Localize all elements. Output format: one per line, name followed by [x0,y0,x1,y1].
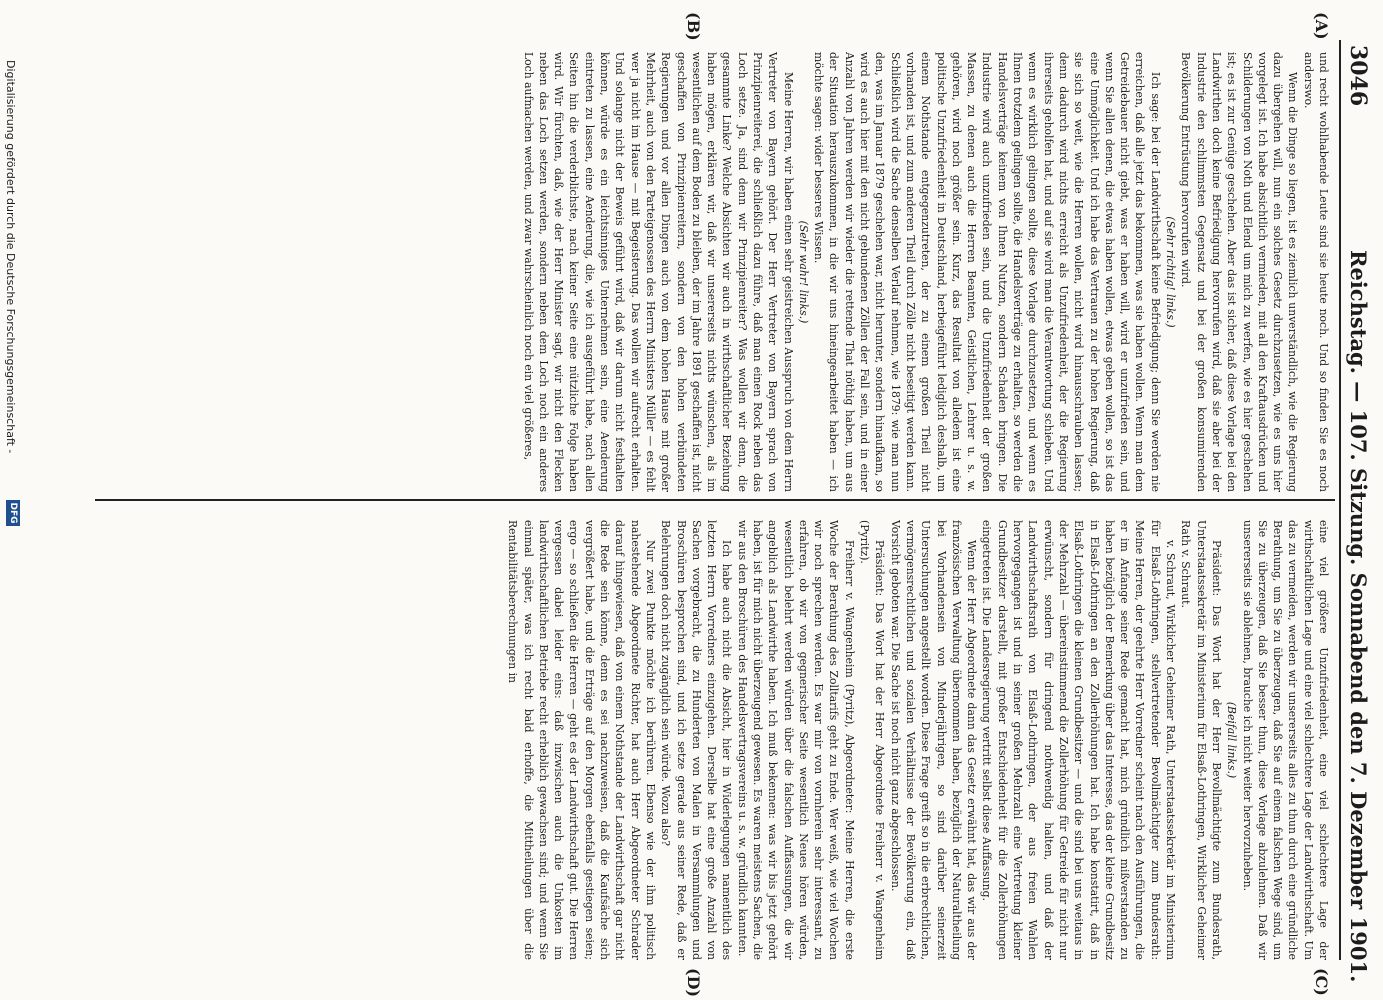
margin-marker-a: (A) [1312,12,1331,40]
page-title: Reichstag. — 107. Sitzung. Sonnabend den 7. Dezember 1901. [1346,250,1371,983]
paragraph: v. Schraut, Wirklicher Geheimer Rath, Unterstaatssekretär im Ministerium für Elsaß-Lothringen, stellvertretender Bevollmächtigter zum Bundesrath: Meine Herren, der geehrte Herr Vorredner scheint nach den Ausführungen, die er im Anfange seiner Rede gemacht hat, mich gründlich mißverstanden zu haben bezüglich der Bemerkung über das Interesse, das der kleine Grundbesitz in Elsaß-Lothringen an den Zollerhöhungen hat. Ich habe konstatirt, daß in Elsaß-Lothringen die kleinen Grundbesitzer — und die sind bei uns weitaus in der Mehrzahl — übereinstimmend die Zollerhöhung für Getreide für nicht nur erwünscht, sondern für dringend nothwendig halten, und daß der Landwirthschaftsrath von Elsaß-Lothringen, der aus freien Wahlen hervorgegangen ist und in seiner großen Mehrzahl eine Vertretung kleiner Grundbesitzer darstellt, mit großer Entschiedenheit für die Zollerhöhungen eingetreten ist. Die Landesregierung vertritt selbst diese Auffassung. [980,520,1178,960]
paragraph: Ich sage: bei der Landwirthschaft keine Befriedigung; denn Sie werden nie erreichen, daß alle jetzt das bekommen, was sie haben wollen. Wenn man dem Getreidebauer nicht giebt, was er haben will, wird er unzufrieden sein, und wenn Sie allen denen, die etwas haben wollen, etwas geben wollen, so ist das eine Unmöglichkeit. Und ich habe das Vertrauen zu der hohen Regierung, daß sie sich so weit, wie die Herren wollen, nicht wird hinausschrauben lassen; denn dadurch wird nichts erreicht als Unzufriedenheit, der die Regierung ihrerseits geholfen hat, und auf sie wird man die Verantwortung schieben. Und wenn es wirklich gelingen sollte, diese Vorlage durchzusetzen, und wenn es Ihnen trotzdem gelingen sollte, die Handelsverträge zu erhalten, so werden die Handelsverträge keinem von Ihnen Nutzen, sondern Schaden bringen. Die Industrie wird auch unzufrieden sein, und die Unzufriedenheit der großen Massen, zu denen auch die Herren Beamten, Geistlichen, Lehrer u. s. w. gehören, wird noch größer sein. Kurz, das Resultat von alledem ist eine politische Unzufriedenheit in Deutschland, herbeigeführt lediglich deshalb, um einem Nothstande entgegenzutreten, der zu einem großen Theil nicht vorhanden ist, und zum anderen Theil durch Zölle nicht beseitigt werden kann. Schließlich wird die Sache denselben Verlauf nehmen, wie 1879: wie man nun den, was im Januar 1879 geschehen war, nicht herunter, sondern hinaufkam, so wird es auch hier mit den nicht gebundenen Zöllen der Fall sein, und in einer Anzahl von Jahren werden wir wieder die rettende That nöthig haben, um aus der Situation herauszukommen, in die wir uns hineingearbeitet haben — ich möchte sagen: wider besseres Wissen. [812,52,1162,492]
paragraph: Ich habe auch nicht die Absicht, hier in Widerlegungen namentlich des letzten Herrn Vorredners einzugehen. Derselbe hat eine große Anzahl von Sachen vorgebracht, die zu Hunderten von Malen in Versammlungen und Broschüren besprochen sind, und ich setze gerade aus seiner Rede, daß er Belehrungen doch nicht zugänglich sein würde. Wozu also? [659,520,734,960]
paragraph: Nur zwei Punkte möchte ich berühren. Ebenso wie der ihm politisch nahestehende Abgeordnete Richter, hat auch Herr Abgeordneter Schrader darauf hingewiesen, daß von einem Nothstande der Landwirthschaft gar nicht die Rede sein könne, denn es sei nachzuweisen, daß die Kaufsäche sich vergrößert habe, und die Erträge auf den Morgen ebenfalls gestiegen seien; ergo — so schließen die Herren — geht es der Landwirthschaft gut. Die Herren vergessen dabei leider eins: daß inzwischen auch die Unkosten im landwirthschaftlichen Betriebe recht erheblich gewachsen sind; und wenn Sie einmal später, was ich recht bald erhoffe, die Mittheilungen über die Rentabilitätsberechnungen in [506,520,657,960]
interjection: (Sehr wahr! links.) [796,220,810,324]
paragraph: eine viel größere Unzufriedenheit, eine viel schlechtere Lage der wirthschaftlichen Lage und eine viel schlechtere Lage der Landwirthschaft. Um das zu vermeiden, werden wir unsererseits alles zu thun durch eine gründliche Berathung, um Sie zu überzeugen, daß Sie auf einem falschen Wege sind, um Sie zu überzeugen, daß Sie besser thun, diese Vorlage abzulehnen. Daß wir unsererseits sie ablehnen, brauche ich nicht weiter hervorzuheben. [1240,520,1330,960]
paragraph: Wenn die Dinge so liegen, ist es ziemlich unverständlich, wie die Regierung dazu übergehen will, nun ein solches Gesetz durchzusetzen, wie es uns hier vorgelegt ist. Ich habe absichtlich vermieden, mit all den Kraftausdrücken und Schilderungen von Noth und Elend um mich zu werfen, wie es hier geschehen ist; es ist zur Genüge geschehen. Aber das ist sicher, daß diese Vorlage bei den Landwirthen doch keine Befriedigung hervorrufen wird, daß sie aber bei der Industrie den schlimmsten Gegensatz und bei der großen konsumirenden Bevölkerung Entrüstung hervorrufen wird. [1179,52,1300,492]
paragraph: Meine Herren, wir haben einen sehr geistreichen Ausspruch von dem Herrn Vertreter von Bayern gehört. Der Herr Vertreter von Bayern sprach von Prinzipienreiterei, die schließlich dazu führe, daß man einen Rock neben das Loch setze. Ja, sind denn wir Prinzipienreiter? Was wollen wir denn, die gesammte Linke? Welche Absichten wir auch in wirthschaftlicher Beziehung haben mögen, erklären wir, daß wir unsererseits nichts wünschen, als im wesentlichen auf dem Boden zu bleiben, der im Jahre 1891 geschaffen ist, nicht geschaffen von Prinzipienreitern, sondern von den hohen verbündeten Regierungen und vor allen Dingen auch von dem hohen Hause mit großer Mehrheit, auch von den Parteigenossen des Herrn Ministers Müller — es fehlt wer ja nicht im Hause — mit Begeisterung. Das wollen wir aufrecht erhalten. Und solange nicht der Beweis geführt wird, daß wir darum nicht festhalten können, würde es ein leichtsinniges Unternehmen sein, eine Aenderung eintreten zu lassen, eine Aenderung, die, wie ich ausgeführt habe, nach allen Seiten hin die verderblichste, nach keiner Seite eine nützliche Folge haben wird. Wir fürchten, daß, wie der Herr Minister sagt, wir nicht den Flecken neben das Loch setzen werden, sondern neben dem Loch noch ein anderes Loch aufmachen werden, und zwar wahrscheinlich noch ein viel größeres, [521,52,795,492]
margin-marker-c: (C) [1312,968,1331,996]
header-rule [1339,40,1341,960]
paragraph: Wenn der Herr Abgeordnete dann das Gesetz erwähnt hat, das wir aus der französischen Verwaltung übernommen haben, bezüglich der Naturaltheilung bei Vorhandensein von Minderjährigen, so sind darüber seinerzeit Untersuchungen angestellt worden. Diese Frage greift so in die erbrechtlichen, vermögensrechtlichen und sozialen Verhältnisse der Bevölkerung ein, daß Vorsicht geboten war. Die Sache ist noch nicht ganz abgeschlossen. [888,520,979,960]
digitization-note: Digitalisierung gefördert durch die Deutsche Forschungsgemeinschaft - [4,60,17,454]
left-text-column [99,52,1331,492]
margin-marker-d: (D) [684,968,703,998]
paragraph: Präsident: Das Wort hat der Herr Bevollmächtigte zum Bundesrath, Unterstaatssekretär im Ministerium für Elsaß-Lothringen, Wirklicher Geheimer Rath v. Schraut. [1179,520,1223,960]
interjection: (Beifall links.) [1225,701,1239,779]
paragraph: Präsident: Das Wort hat der Herr Abgeordnete Freiherr v. Wangenheim (Pyritz). [858,520,887,960]
dfg-logo: DFG [6,500,20,526]
paragraph: und recht wohlhabende Leute sind sie heute noch. Und so finden Sie es noch anderswo. [1301,52,1330,492]
right-text-column [99,520,1331,960]
page-header [1343,40,1375,983]
interjection: (Sehr richtig! links.) [1164,216,1178,328]
page-number: 3046 [1345,45,1371,107]
paragraph: Freiherr v. Wangenheim (Pyritz), Abgeordneter: Meine Herren, die erste Woche der Berathung des Zolltarifs geht zu Ende. Wer weiß, wie viel Wochen wir noch sprechen werden. Es war mir von vornherein sehr interessant, zu erfahren, ob wir von gegnerischer Seite wesentlich Neues hören würden, wesentlich belehrt werden würden über die falschen Auffassungen, die wir angeblich als Landwirthe haben. Ich muß bekennen: was wir bis jetzt gehört haben, ist für mich nicht überzeugend gewesen. Es waren meistens Sachen, die wir aus den Broschüren des Handelsvertragsvereins u. s. w. gründlich kannten. [735,520,856,960]
column-divider [95,499,1335,501]
margin-marker-b: (B) [684,12,703,41]
